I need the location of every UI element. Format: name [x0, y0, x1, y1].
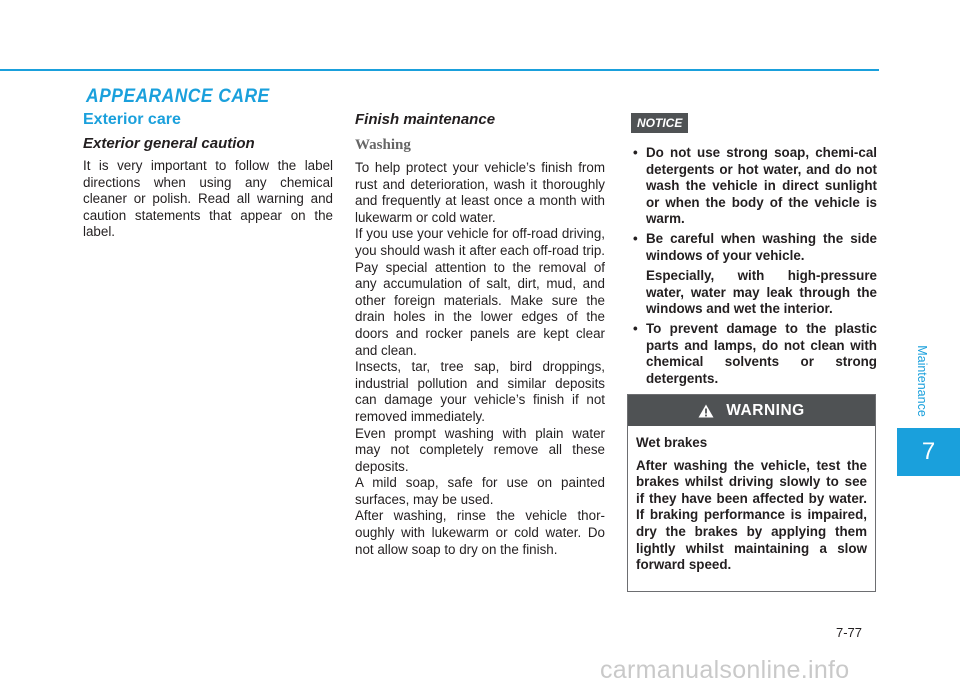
chapter-tab	[897, 428, 960, 476]
notice-item-text: To prevent damage to the plastic parts and lamps, do not clean with chemical solvents or strong detergents.	[646, 320, 877, 386]
page-number: 7-77	[836, 625, 863, 640]
top-rule	[0, 69, 879, 71]
washing-heading: Washing	[355, 137, 411, 153]
exterior-general-caution-heading: Exterior general caution	[83, 135, 255, 152]
washing-paragraph: To help protect your vehicle’s finish from rust and deterioration, wash it thoroughly and frequently at least once a month with lukewarm or cold water.	[355, 160, 605, 225]
column-notice	[627, 113, 877, 390]
section-title: APPEARANCE CARE	[86, 86, 270, 107]
notice-item-text: Do not use strong soap, chemi-cal detergents or hot water, and do not wash the vehicle in direct sunlight or when the body of the vehicle is warm.	[646, 145, 877, 227]
warning-body	[628, 426, 875, 574]
exterior-caution-text: It is very important to follow the label directions when using any chemical cleaner or polish. Read all warning and caution statements that appear on the label.	[83, 158, 333, 240]
warning-text: After washing the vehicle, test the brakes whilst driving slowly to see if they have been affected by water. If braking performance is impaired, dry the brakes by applying them lightly whilst maintaining a slow forward speed.	[636, 457, 867, 573]
notice-list	[627, 145, 877, 387]
warning-title: Wet brakes	[636, 435, 708, 450]
bullet-icon: •	[633, 145, 638, 160]
washing-paragraph: Even prompt washing with plain water may not completely remove all these deposits.	[355, 425, 605, 474]
column-exterior-care	[83, 110, 333, 241]
warning-triangle-icon	[698, 404, 714, 418]
washing-paragraph: Insects, tar, tree sap, bird droppings, industrial pollution and similar deposits can damage your vehicle’s finish if not removed immediately.	[355, 359, 605, 424]
notice-item	[627, 145, 877, 228]
chapter-name: Maintenance	[915, 345, 929, 417]
notice-item	[627, 321, 877, 387]
washing-paragraph: If you use your vehicle for off-road driving, you should wash it after each off-road trip. Pay special attention to the removal of any accumulation of salt, dirt, mud, and other foreign materials. Make sure the drain holes in the lower edges of the doors and rocker panels are kept clear and clean.	[355, 226, 605, 358]
notice-item	[627, 231, 877, 318]
bullet-icon: •	[633, 230, 638, 246]
notice-item-extra: Especially, with high-pressure water, water may leak through the windows and wet the interior.	[646, 268, 877, 317]
chapter-side-label	[914, 343, 930, 419]
notice-badge: NOTICE	[631, 113, 688, 133]
warning-label: WARNING	[726, 401, 805, 419]
warning-header	[628, 395, 875, 426]
column-finish-maintenance	[355, 110, 605, 558]
warning-box	[627, 394, 876, 592]
exterior-care-heading: Exterior care	[83, 111, 181, 128]
bullet-icon: •	[633, 320, 638, 336]
chapter-number: 7	[921, 438, 936, 465]
washing-paragraph: A mild soap, safe for use on painted surfaces, may be used.	[355, 475, 605, 507]
finish-maintenance-heading: Finish maintenance	[355, 111, 496, 128]
washing-paragraph: After washing, rinse the vehicle thor-oughly with lukewarm or cold water. Do not allow soap to dry on the finish.	[355, 508, 605, 557]
watermark: carmanualsonline.info	[600, 656, 850, 684]
notice-item-text: Be careful when washing the side windows of your vehicle.	[646, 230, 877, 263]
